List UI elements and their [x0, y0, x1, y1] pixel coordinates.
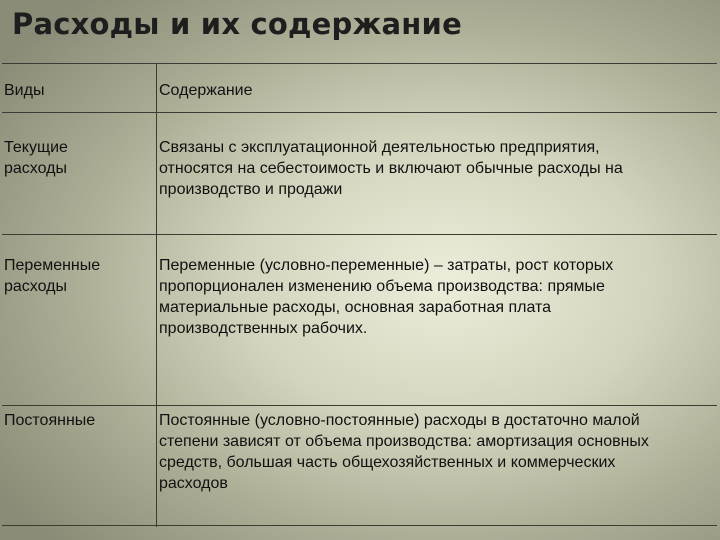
column-divider	[156, 64, 157, 112]
row-kind-line: расходы	[4, 278, 67, 295]
table-header-row	[2, 64, 717, 112]
row-content-line: степени зависят от объема производства: амортизация основных	[159, 433, 649, 450]
header-kind-cell	[4, 80, 152, 101]
row-content-cell	[159, 255, 715, 339]
slide-title: Расходы и их содержание	[12, 7, 462, 41]
row-kind-cell	[4, 410, 152, 431]
table-row	[2, 234, 717, 406]
row-kind-line: Текущие	[4, 139, 68, 156]
row-content-line: производство и продажи	[159, 181, 343, 198]
row-content-line: Постоянные (условно-постоянные) расходы в достаточно малой	[159, 412, 640, 429]
row-content-line: расходов	[159, 475, 228, 492]
row-content-cell	[159, 410, 715, 494]
row-content-cell	[159, 137, 715, 200]
row-content-line: пропорционален изменению объема производства: прямые	[159, 278, 605, 295]
header-kind-label: Виды	[4, 82, 45, 99]
row-content-line: Переменные (условно-переменные) – затраты, рост которых	[159, 257, 614, 274]
expenses-table	[2, 63, 717, 526]
row-kind-cell	[4, 137, 152, 179]
column-divider	[156, 235, 157, 406]
row-content-line: средств, большая часть общехозяйственных и коммерческих	[159, 454, 616, 471]
row-content-line: материальные расходы, основная заработная плата	[159, 299, 552, 316]
row-kind-line: Переменные	[4, 257, 101, 274]
row-content-line: Связаны с эксплуатационной деятельностью предприятия,	[159, 139, 600, 156]
row-kind-line: расходы	[4, 160, 67, 177]
table-row	[2, 112, 717, 235]
row-content-line: производственных рабочих.	[159, 320, 368, 337]
row-content-line: относятся на себестоимость и включают обычные расходы на	[159, 160, 623, 177]
column-divider	[156, 113, 157, 235]
header-content-cell	[159, 80, 715, 101]
table-row	[2, 405, 717, 527]
header-content-label: Содержание	[159, 82, 253, 99]
row-kind-cell	[4, 255, 152, 297]
column-divider	[156, 406, 157, 527]
row-kind-line: Постоянные	[4, 412, 96, 429]
